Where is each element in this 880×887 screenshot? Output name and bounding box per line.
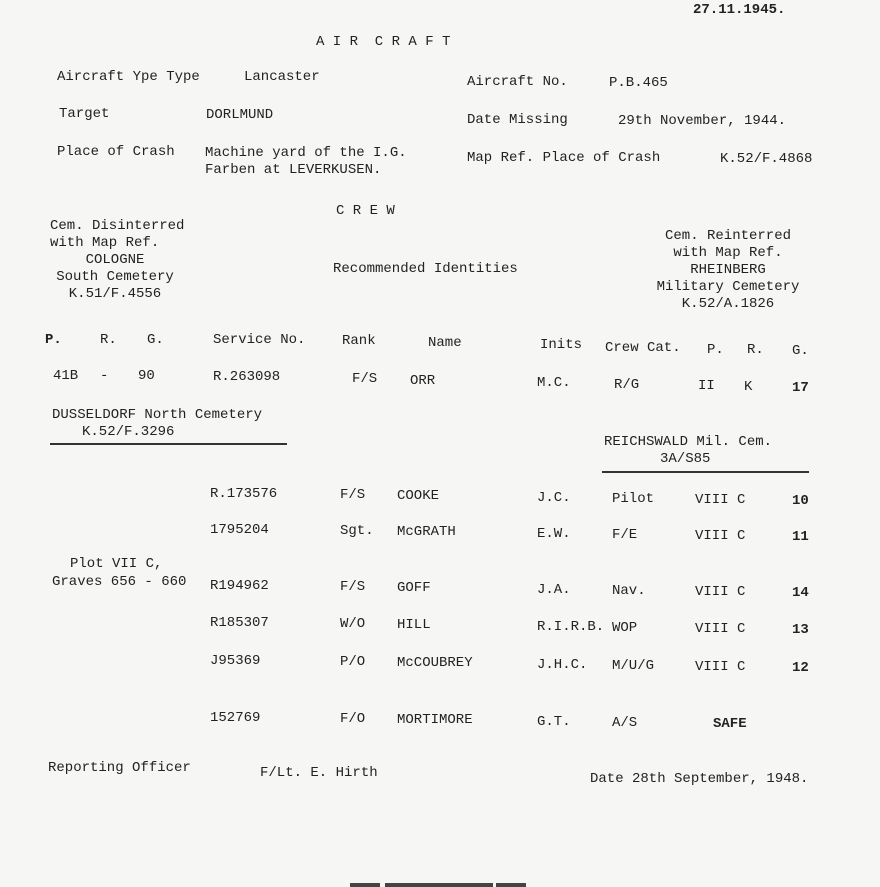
header-crew-cat: Crew Cat. [605, 340, 681, 356]
crew-name: MORTIMORE [397, 712, 473, 729]
orr-g2: 17 [792, 380, 809, 396]
plot-line: Plot VII C, [70, 556, 163, 572]
reinterred-line: with Map Ref. [673, 245, 783, 261]
reichswald-cemetery: REICHSWALD Mil. Cem. [604, 434, 773, 450]
place-line1: Machine yard of the I.G. [205, 145, 407, 161]
crew-grave: 14 [792, 585, 809, 602]
reporting-officer-label: Reporting Officer [48, 760, 191, 776]
header-g2: G. [792, 343, 809, 359]
mapref: K.52/F.4868 [720, 151, 813, 167]
reinterred-line: RHEINBERG [690, 262, 766, 278]
crew-plot: VIII C [695, 584, 746, 600]
aircraft-type: Lancaster [244, 69, 320, 85]
crew-cat: WOP [612, 619, 638, 636]
crew-plot: VIII C [695, 528, 746, 544]
crew-service: R185307 [210, 615, 269, 631]
aircraft-no: P.B.465 [609, 75, 668, 91]
crew-inits: J.C. [537, 489, 571, 506]
crew-name: GOFF [397, 580, 431, 597]
graves-line: Graves 656 - 660 [52, 574, 187, 590]
reporting-officer: F/Lt. E. Hirth [260, 765, 378, 781]
header-name: Name [428, 335, 462, 351]
document-date: 27.11.1945. [693, 2, 786, 18]
crew-name: McGRATH [397, 524, 456, 541]
crew-grave: 10 [792, 493, 809, 510]
reinterred-line: K.52/A.1826 [681, 296, 775, 312]
dusseldorf-cemetery: DUSSELDORF North Cemetery [52, 407, 263, 423]
crew-rank: P/O [340, 654, 366, 671]
reinterred-line: Military Cemetery [656, 279, 800, 295]
disinterred-line: Cem. Disinterred [50, 218, 185, 234]
header-g: G. [147, 332, 164, 348]
header-r: R. [100, 332, 117, 348]
place-line2: Farben at LEVERKUSEN. [205, 162, 382, 178]
crew-grave: 12 [792, 660, 809, 677]
crew-heading: C R E W [336, 203, 395, 219]
disinterred-block [50, 218, 210, 303]
crew-cat: Pilot [612, 490, 655, 507]
reinterred-line: Cem. Reinterred [664, 228, 792, 244]
crew-service: R194962 [210, 578, 269, 594]
header-service: Service No. [213, 332, 306, 348]
crew-service: J95369 [210, 653, 261, 669]
place-label: Place of Crash [57, 144, 175, 160]
crew-name: McCOUBREY [397, 655, 473, 672]
target: DORLMUND [206, 107, 274, 123]
crew-plot: VIII C [695, 621, 746, 637]
orr-p2: II [698, 378, 715, 394]
crew-cat: M/U/G [612, 657, 655, 674]
disinterred-line: South Cemetery [56, 269, 174, 285]
header-r2: R. [747, 342, 764, 358]
orr-r2: K [744, 379, 753, 395]
crew-inits: J.A. [537, 581, 571, 598]
disinterred-line: COLOGNE [85, 252, 145, 268]
crew-plot: SAFE [713, 716, 747, 732]
crew-rank: F/S [340, 579, 366, 596]
divider [602, 471, 809, 473]
header-p2: P. [707, 342, 724, 358]
crew-service: 1795204 [210, 522, 269, 538]
disinterred-line: with Map Ref. [50, 235, 160, 251]
crew-rank: F/S [340, 487, 366, 504]
crew-rank: F/O [340, 711, 366, 728]
crew-rank: W/O [340, 616, 366, 633]
crew-grave: 11 [792, 529, 809, 546]
aircraft-no-label: Aircraft No. [467, 74, 568, 90]
recommended-identities: Recommended Identities [333, 261, 518, 277]
date-missing: 29th November, 1944. [618, 113, 787, 129]
crew-service: R.173576 [210, 486, 278, 502]
orr-service: R.263098 [213, 369, 281, 385]
header-inits: Inits [540, 337, 583, 353]
crew-name: HILL [397, 617, 431, 634]
mapref-label: Map Ref. Place of Crash [467, 150, 661, 166]
crew-rank: Sgt. [340, 523, 374, 540]
crew-inits: E.W. [537, 525, 571, 542]
reichswald-ref: 3A/S85 [660, 451, 711, 467]
dusseldorf-mapref: K.52/F.3296 [82, 424, 175, 440]
orr-inits: M.C. [537, 375, 571, 391]
crew-plot: VIII C [695, 492, 746, 508]
date-missing-label: Date Missing [467, 112, 568, 128]
orr-rank: F/S [352, 371, 378, 387]
crew-cat: Nav. [612, 582, 646, 599]
header-rank: Rank [342, 333, 376, 349]
crew-name: COOKE [397, 488, 440, 505]
orr-g: 90 [138, 368, 155, 384]
orr-p: 41B [53, 368, 79, 384]
divider [50, 443, 287, 445]
orr-name: ORR [410, 373, 436, 389]
reinterred-block [628, 228, 828, 313]
aircraft-type-label: Aircraft Ype Type [57, 69, 200, 85]
crew-plot: VIII C [695, 659, 746, 675]
crew-cat: F/E [612, 526, 638, 543]
crew-grave: 13 [792, 622, 809, 639]
report-date: Date 28th September, 1948. [590, 771, 809, 787]
orr-r: - [100, 368, 109, 384]
crew-service: 152769 [210, 710, 261, 726]
crew-inits: J.H.C. [537, 656, 588, 673]
header-p: P. [45, 332, 62, 348]
crew-inits: R.I.R.B. [537, 618, 605, 635]
orr-cat: R/G [614, 377, 640, 393]
bottom-mark [350, 883, 380, 887]
disinterred-line: K.51/F.4556 [68, 286, 162, 302]
target-label: Target [59, 106, 110, 122]
bottom-mark [496, 883, 526, 887]
crew-cat: A/S [612, 714, 638, 731]
page-title: A I R C R A F T [316, 34, 451, 50]
bottom-mark [385, 883, 493, 887]
crew-inits: G.T. [537, 713, 571, 730]
